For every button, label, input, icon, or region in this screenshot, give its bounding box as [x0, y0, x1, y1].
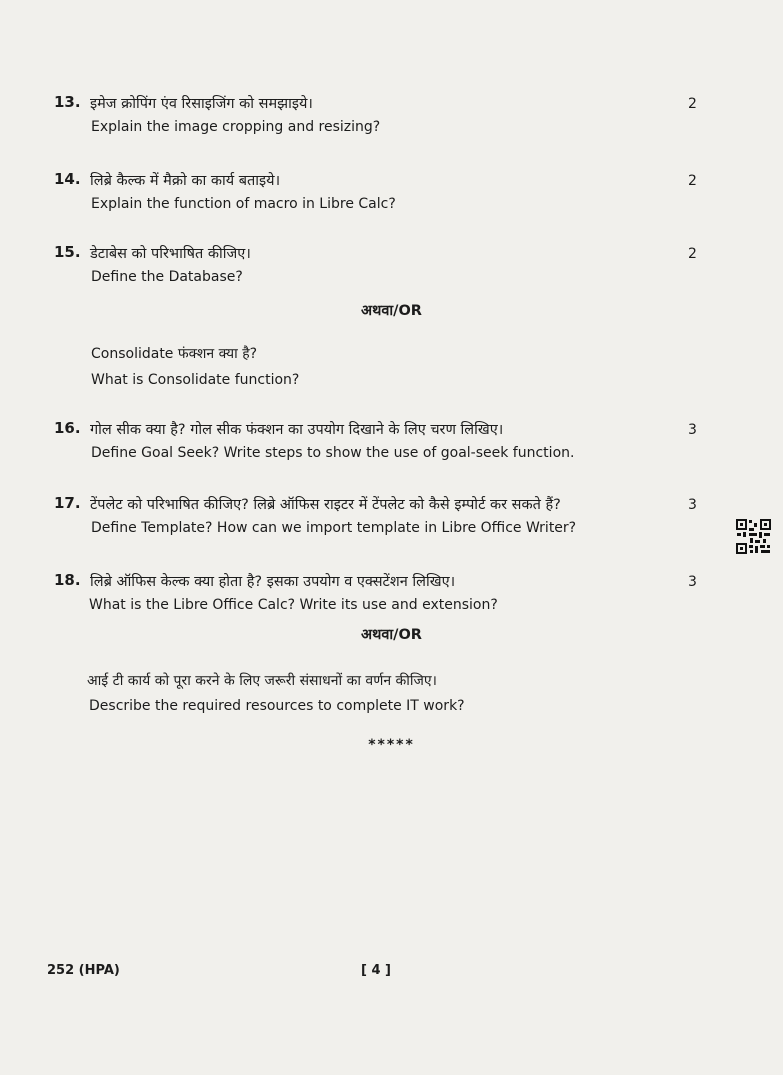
- or-separator: अथवा/OR: [361, 627, 422, 643]
- question-number: 16.: [54, 419, 81, 437]
- alternative-18-english: Describe the required resources to complete IT work?: [89, 698, 465, 714]
- question-number: 15.: [54, 243, 81, 261]
- question-text-hindi: टेंपलेट को परिभाषित कीजिए? लिब्रे ऑफिस राइटर में टेंपलेट को कैसे इम्पोर्ट कर सकते हैं?: [90, 497, 561, 513]
- or-separator: अथवा/OR: [361, 303, 422, 319]
- alternative-15-english: What is Consolidate function?: [91, 372, 300, 388]
- question-text-hindi: इमेज क्रोपिंग एंव रिसाइजिंग को समझाइये।: [90, 96, 313, 112]
- question-text-hindi: गोल सीक क्या है? गोल सीक फंक्शन का उपयोग दिखाने के लिए चरण लिखिए।: [90, 422, 504, 438]
- question-marks: 2: [688, 246, 697, 262]
- question-marks: 3: [688, 497, 697, 513]
- question-marks: 3: [688, 574, 697, 590]
- question-number: 17.: [54, 494, 81, 512]
- page-number: [ 4 ]: [361, 963, 391, 978]
- question-text-english: Define the Database?: [91, 269, 243, 285]
- question-marks: 2: [688, 96, 697, 112]
- question-text-hindi: लिब्रे ऑफिस केल्क क्या होता है? इसका उपयोग व एक्सटेंशन लिखिए।: [90, 574, 456, 590]
- question-text-english: Explain the image cropping and resizing?: [91, 119, 381, 135]
- question-text-hindi: लिब्रे कैल्क में मैक्रो का कार्य बताइये।: [90, 173, 281, 189]
- question-number: 13.: [54, 93, 81, 111]
- qr-code-icon: [735, 518, 772, 555]
- alternative-15-hindi: Consolidate फंक्शन क्या है?: [91, 346, 258, 362]
- alternative-18-hindi: आई टी कार्य को पूरा करने के लिए जरूरी संसाधनों का वर्णन कीजिए।: [87, 673, 437, 689]
- end-marker: *****: [368, 737, 415, 753]
- question-text-english: What is the Libre Office Calc? Write its use and extension?: [89, 597, 498, 613]
- question-text-english: Explain the function of macro in Libre Calc?: [91, 196, 396, 212]
- question-marks: 3: [688, 422, 697, 438]
- question-text-english: Define Goal Seek? Write steps to show the use of goal-seek function.: [91, 445, 575, 461]
- question-marks: 2: [688, 173, 697, 189]
- question-text-hindi: डेटाबेस को परिभाषित कीजिए।: [90, 246, 251, 262]
- question-text-english: Define Template? How can we import template in Libre Office Writer?: [91, 520, 577, 536]
- paper-code: 252 (HPA): [47, 963, 120, 978]
- question-number: 18.: [54, 571, 81, 589]
- question-number: 14.: [54, 170, 81, 188]
